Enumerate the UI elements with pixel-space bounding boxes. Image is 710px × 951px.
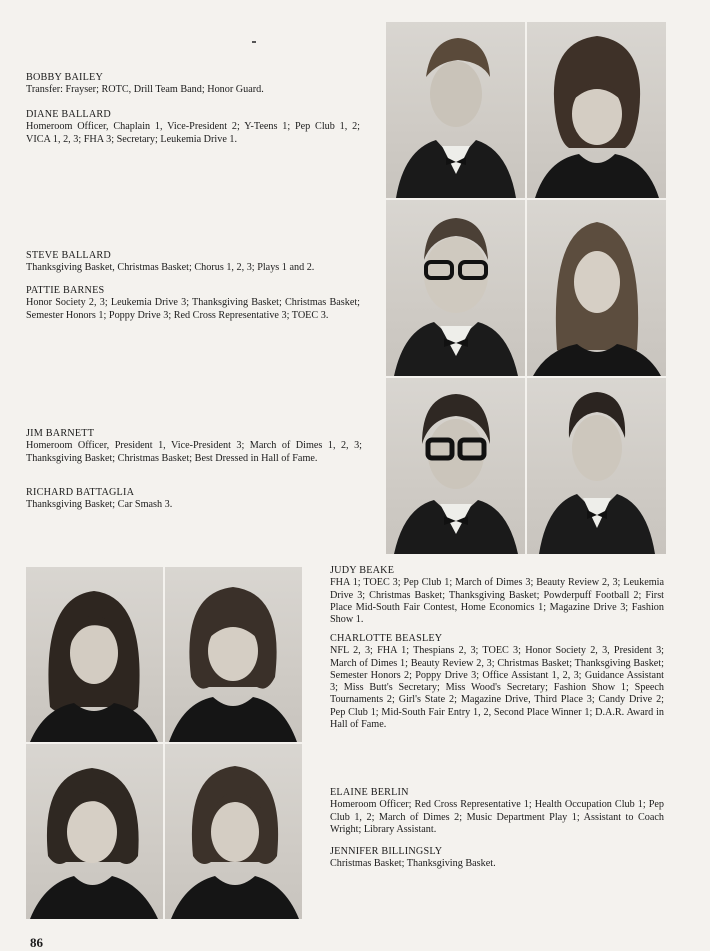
portrait-richard-battaglia: [527, 378, 666, 554]
portrait-image: [386, 378, 525, 554]
student-entry-judy-beake: [330, 565, 664, 626]
student-activities: Homeroom Officer, Chaplain 1, Vice-President 2; Y-Teens 1; Pep Club 1, 2; VICA 1, 2, 3; FHA 3; Secretary; Leukemia Drive 1.: [26, 121, 360, 145]
student-activities: Thanksgiving Basket; Car Smash 3.: [26, 499, 173, 511]
student-entry-pattie-barnes: [26, 285, 360, 322]
student-name: ELAINE BERLIN: [330, 787, 409, 798]
student-name: CHARLOTTE BEASLEY: [330, 633, 443, 644]
student-entry-charlotte-beasley: [330, 633, 664, 731]
student-entry-diane-ballard: [26, 109, 360, 146]
student-name: JUDY BEAKE: [330, 565, 395, 576]
portrait-image: [527, 200, 666, 376]
student-activities: Homeroom Officer, President 1, Vice-President 3; March of Dimes 1, 2, 3; Thanksgiving Basket; Christmas Basket; Best Dressed in Hall of Fame.: [26, 440, 362, 464]
portrait-jim-barnett: [386, 378, 525, 554]
portrait-pattie-barnes: [527, 200, 666, 376]
student-activities: FHA 1; TOEC 3; Pep Club 1; March of Dimes 3; Beauty Review 2, 3; Leukemia Drive 3; Christmas Basket; Thanksgiving Basket; Powderpuff Football 2; First Place Mid-South Fair Contest, Home Economics 1; Magazine Drive 3; Fashion Show 1.: [330, 577, 664, 626]
student-name: PATTIE BARNES: [26, 285, 105, 296]
portrait-steve-ballard: [386, 200, 525, 376]
student-name: BOBBY BAILEY: [26, 72, 104, 83]
portrait-image: [165, 567, 302, 742]
portrait-elaine-berlin: [26, 744, 163, 919]
portrait-image: [527, 22, 666, 198]
student-entry-bobby-bailey: [26, 72, 356, 97]
page-number: 86: [30, 935, 43, 950]
portrait-grid-bottom: [26, 567, 302, 919]
student-entry-steve-ballard: [26, 250, 366, 275]
student-entry-jim-barnett: [26, 428, 362, 465]
portrait-image: [26, 744, 163, 919]
student-activities: NFL 2, 3; FHA 1; Thespians 2, 3; TOEC 3; Honor Society 2, 3, President 3; March of Dimes 1; Beauty Review 2, 3; Christmas Basket; Thanksgiving Basket; Semester Honors 2; Poppy Drive 3; Office Assistant 1, 2, 3; Guidance Assistant 3; Miss Butt's Secretary; Miss Wood's Secretary; Fashion Show 1; Speech Tournaments 2; Girl's State 2; Magazine Drive, Third Place 3; Candy Drive 2; Pep Club 1; Mid-South Fair Entry 1, 2, Second Place Winner 1; D.A.R. Award in Hall of Fame.: [330, 645, 664, 731]
portrait-image: [165, 744, 302, 919]
print-speck: [252, 41, 256, 43]
portrait-image: [527, 378, 666, 554]
student-name: RICHARD BATTAGLIA: [26, 487, 135, 498]
student-name: DIANE BALLARD: [26, 109, 111, 120]
student-activities: Transfer: Frayser; ROTC, Drill Team Band; Honor Guard.: [26, 84, 264, 96]
student-name: STEVE BALLARD: [26, 250, 111, 261]
student-activities: Thanksgiving Basket, Christmas Basket; Chorus 1, 2, 3; Plays 1 and 2.: [26, 262, 315, 274]
student-name: JENNIFER BILLINGSLY: [330, 846, 443, 857]
student-activities: Christmas Basket; Thanksgiving Basket.: [330, 858, 496, 870]
portrait-grid-top: [386, 22, 666, 554]
portrait-jennifer-billingsly: [165, 744, 302, 919]
student-name: JIM BARNETT: [26, 428, 95, 439]
student-entry-elaine-berlin: [330, 787, 664, 836]
portrait-bobby-bailey: [386, 22, 525, 198]
student-activities: Homeroom Officer; Red Cross Representative 1; Health Occupation Club 1; Pep Club 1, 2; March of Dimes 2; Music Department Play 1; Assistant to Coach Wright; Library Assistant.: [330, 799, 664, 835]
student-entry-jennifer-billingsly: [330, 846, 664, 871]
portrait-charlotte-beasley: [165, 567, 302, 742]
student-activities: Honor Society 2, 3; Leukemia Drive 3; Thanksgiving Basket; Christmas Basket; Semester Honors 1; Poppy Drive 3; Red Cross Representative 3; TOEC 3.: [26, 297, 360, 321]
portrait-judy-beake: [26, 567, 163, 742]
portrait-diane-ballard: [527, 22, 666, 198]
portrait-image: [386, 200, 525, 376]
portrait-image: [386, 22, 525, 198]
student-entry-richard-battaglia: [26, 487, 360, 512]
portrait-image: [26, 567, 163, 742]
